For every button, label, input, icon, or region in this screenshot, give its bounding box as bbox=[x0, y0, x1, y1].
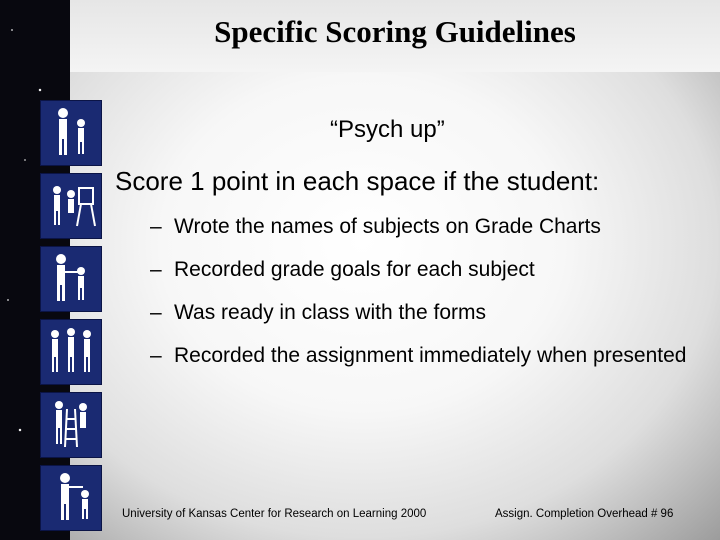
slide-subtitle: “Psych up” bbox=[330, 116, 445, 143]
footer-overhead-number: Assign. Completion Overhead # 96 bbox=[495, 508, 674, 520]
bullet-dash: – bbox=[150, 258, 162, 281]
bullet-dash: – bbox=[150, 301, 162, 324]
adult-child-icon bbox=[40, 246, 102, 312]
footer-credit: University of Kansas Center for Research on Learning 2000 bbox=[122, 508, 427, 520]
bullet-dash: – bbox=[150, 344, 162, 367]
bullet-list bbox=[150, 212, 690, 384]
lead-text: Score 1 point in each space if the student: bbox=[115, 166, 600, 196]
bullet-item bbox=[150, 298, 690, 327]
teacher-ladder-icon bbox=[40, 392, 102, 458]
bullet-text: Recorded grade goals for each subject bbox=[174, 258, 535, 281]
bullet-dash: – bbox=[150, 215, 162, 238]
icon-strip bbox=[40, 100, 100, 530]
students-group-icon bbox=[40, 319, 102, 385]
bullet-text: Recorded the assignment immediately when presented bbox=[174, 344, 687, 367]
slide-title: Specific Scoring Guidelines bbox=[214, 14, 576, 49]
bullet-text: Wrote the names of subjects on Grade Charts bbox=[174, 215, 601, 238]
bullet-item bbox=[150, 341, 690, 370]
bullet-item bbox=[150, 212, 690, 241]
students-easel-icon bbox=[40, 173, 102, 239]
bullet-text: Was ready in class with the forms bbox=[174, 301, 486, 324]
adult-child-pointing-icon bbox=[40, 465, 102, 531]
bullet-item bbox=[150, 255, 690, 284]
teacher-student-icon bbox=[40, 100, 102, 166]
